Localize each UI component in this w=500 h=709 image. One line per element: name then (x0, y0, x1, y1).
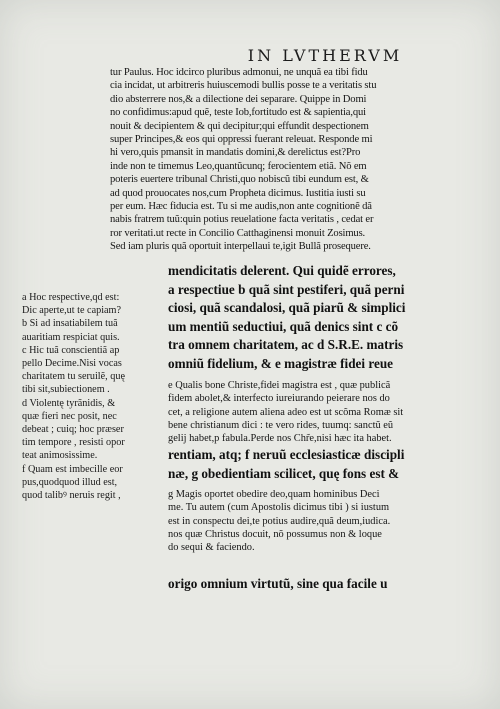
gloss-line: d Violentę tyrãnidis, & (22, 397, 116, 409)
gloss-line: f Quam est imbecille eor (22, 463, 123, 475)
gloss-line: pus,quodquod illud est, (22, 476, 118, 488)
text-line: super Principes,& eos qui oppressi fuerant releuat. Responde mi (110, 134, 373, 146)
comment-line: do sequi & faciendo. (168, 542, 255, 554)
quote-line: um mentiũ seductiui, quã denics sint c cõ (168, 318, 399, 334)
text-line: ror veritati.ut recte in Concilio Catthaginensi monuit Zosimus. (110, 227, 366, 239)
text-line: inde non te timemus Leo,quantũcunq; ferocientem etiã. Nõ em (110, 160, 367, 172)
text-line: per eum. Hæc fiducia est. Tu si me audis,non ante cognitionẽ dã (110, 201, 372, 213)
quote-line: rentiam, atq; f neruũ ecclesiasticæ discipli (168, 447, 405, 462)
text-line: nabis fratrem tuũ:quin potius reuelatione facta veritatis , cedat er (110, 214, 374, 226)
gloss-line: quod talibꝰ neruis regit , (22, 490, 121, 502)
gloss-line: pello Decime.Nisi vocas (22, 358, 122, 370)
upper-paragraph (110, 66, 470, 254)
main-text-block (110, 66, 470, 254)
gloss-line: auaritiam respiciat quis. (22, 331, 120, 343)
quote-line: tra omnem charitatem, ac d S.R.E. matris (168, 337, 404, 352)
gloss-line: charitatem tu seruilẽ, quę (22, 371, 125, 383)
text-line: tur Paulus. Hoc idcirco pluribus admonui, ne unquã ea tibi fidu (110, 67, 368, 78)
gloss-line: c Hic tuã conscientiã ap (22, 344, 120, 356)
quote-line: næ, g obedientiam scilicet, quę fons est & (168, 465, 400, 481)
gloss-line: debeat ; cuiq; hoc præser (22, 424, 124, 436)
quote-line: a respectiue b quã sint pestiferi, quã perni (168, 281, 405, 297)
running-title: IN LVTHERVM (247, 46, 403, 65)
text-line: Sed iam pluris quã oportuit interpellaui te,igit Bullã prosequere. (110, 241, 371, 253)
gloss-line: a Hoc respective,qd est: (22, 292, 120, 303)
comment-line: me. Tu autem (cum Apostolis dicimus tibi ) si iustum (168, 502, 390, 514)
commentary-g (168, 488, 468, 554)
text-line: cia incidat, ut arbitreris huiuscemodi bullis posse te a veritatis stu (110, 80, 377, 92)
bull-quotation-1 (168, 262, 468, 373)
marginal-gloss (22, 291, 164, 502)
text-line: no confidimus:apud quẽ, teste Iob,fortitudo est & sapientia,qui (110, 107, 366, 119)
comment-line: fidem abolet,& interfecto iureiurando peierare nos do (168, 393, 390, 405)
commentary-e (168, 379, 468, 445)
bull-quotation-3 (168, 575, 468, 594)
comment-line: nos quæ Christus docuit, nõ possumus non & loque (168, 528, 382, 540)
comment-line: gelij habet,p fabula.Perde nos Chr̃e,nisi hæc ita habet. (168, 433, 392, 445)
quote-line: omniũ fidelium, & e magistræ fidei reue (168, 355, 394, 371)
comment-line: g Magis oportet obedire deo,quam hominibus Deci (168, 489, 380, 500)
comment-line: bene christianum dici : te vero rides, tuumq: sanctũ eũ (168, 419, 394, 431)
quote-line: origo omnium virtutũ, sine qua facile u (168, 576, 388, 591)
text-line: dio absterrere nos,& a dilectione dei separare. Quippe in Domi (110, 93, 367, 105)
bull-quotation-2 (168, 446, 468, 483)
gloss-line: b Si ad insatiabilem tuã (22, 318, 118, 330)
gloss-line: quæ fieri nec posit, nec (22, 410, 117, 422)
quote-line: mendicitatis delerent. Qui quidẽ errores, (168, 263, 396, 278)
gloss-line: Dic aperte,ut te capiam? (22, 305, 121, 317)
text-line: ad quod prouocates nos,cum Propheta dicimus. Iustitia iusti su (110, 187, 366, 199)
text-line: nouit & decipientem & qui decipitur;qui effundit despectionem (110, 120, 369, 132)
text-line: poteris euertere tribunal Christi,quo nobiscũ tibi eundum est, & (110, 174, 369, 186)
comment-line: e Qualis bone Christe,fidei magistra est , quæ publicã (168, 380, 391, 391)
gloss-line: tim tempore , resisti opor (22, 437, 125, 449)
text-line: hi vero,quis pmansit in mandatis domini,& derelictus est?Pro (110, 147, 361, 159)
gloss-line: tibi sit,subiectionem . (22, 384, 110, 396)
gloss-line: teat animosissime. (22, 450, 98, 462)
comment-line: est in conspectu dei,te potius audire,quã deum,iudica. (168, 515, 391, 527)
comment-line: cet, a religione autem aliena adeo est ut scõma Romæ sit (168, 406, 404, 418)
quote-line: ciosi, quã scandalosi, quã piarũ & simplici (168, 300, 406, 315)
